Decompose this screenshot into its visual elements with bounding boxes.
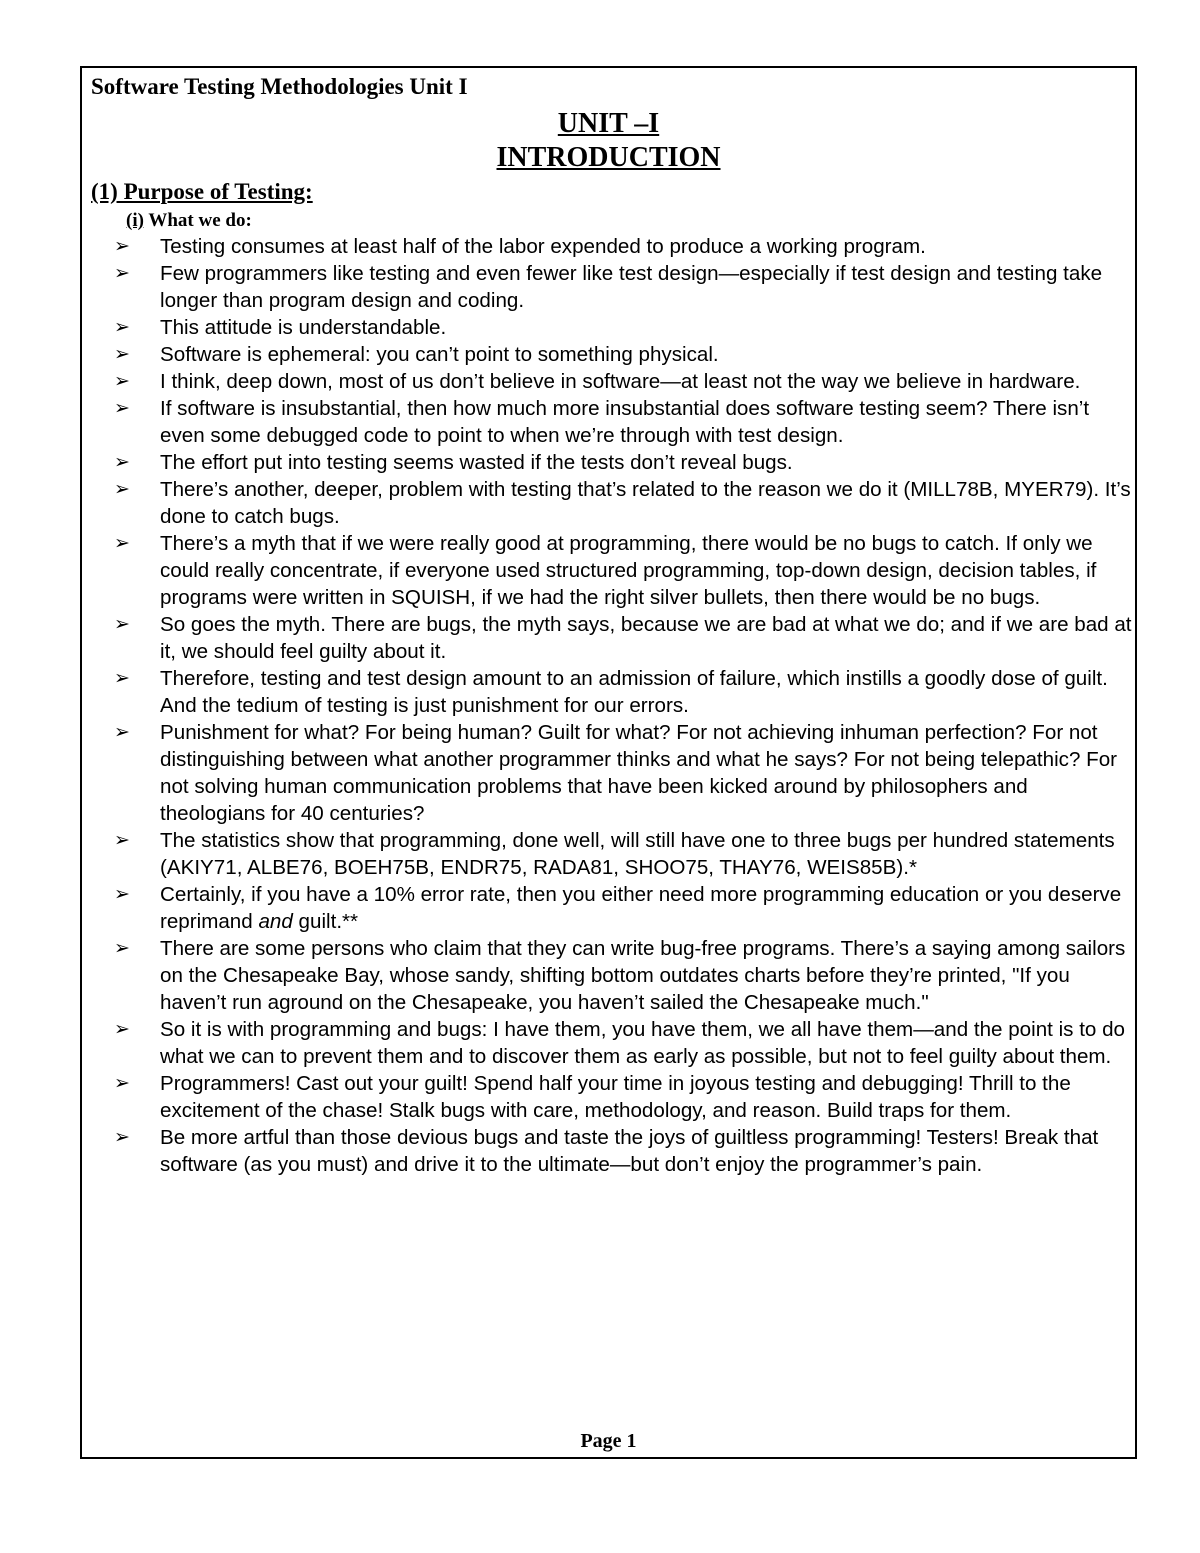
page-frame — [80, 66, 1137, 1459]
bullet-item — [112, 368, 1132, 395]
bullet-text — [160, 881, 1132, 935]
bullet-text-after: guilt.** — [292, 910, 359, 933]
bullet-item — [112, 476, 1132, 530]
bullet-item — [112, 260, 1132, 314]
arrow-bullet-icon: ➢ — [114, 316, 130, 338]
bullet-item — [112, 1124, 1132, 1178]
bullet-item — [112, 530, 1132, 611]
bullet-text-before: Certainly, if you have a 10% error rate, then you either need more programming education or you deserve reprimand — [160, 883, 1122, 933]
bullet-item — [112, 449, 1132, 476]
bullet-text: Punishment for what? For being human? Guilt for what? For not achieving inhuman perfection? For not distinguishing between what another programmer thinks and what he says? For not being telepathic? For not solving human communication problems that have been kicked around by philosophers and theologians for 40 centuries? — [160, 721, 1118, 825]
arrow-bullet-icon: ➢ — [114, 937, 130, 959]
bullet-item — [112, 341, 1132, 368]
arrow-bullet-icon: ➢ — [114, 262, 130, 284]
arrow-bullet-icon: ➢ — [114, 532, 130, 554]
arrow-bullet-icon: ➢ — [114, 613, 130, 635]
subsection-title: What we do: — [143, 210, 252, 231]
bullet-text: The statistics show that programming, done well, will still have one to three bugs per hundred statements (AKIY71, ALBE76, BOEH75B, ENDR75, RADA81, SHOO75, THAY76, WEIS85B).* — [160, 829, 1115, 879]
arrow-bullet-icon: ➢ — [114, 667, 130, 689]
document-header: Software Testing Methodologies Unit I — [91, 74, 468, 99]
bullet-text-emphasis: and — [258, 910, 293, 933]
arrow-bullet-icon: ➢ — [114, 1126, 130, 1148]
bullet-text: If software is insubstantial, then how much more insubstantial does software testing seem? There isn’t even some debugged code to point to when we’re through with test design. — [160, 397, 1090, 447]
bullet-item — [112, 395, 1132, 449]
section-heading: (1) Purpose of Testing: — [91, 179, 313, 204]
subsection-number: (i) — [126, 210, 144, 231]
arrow-bullet-icon: ➢ — [114, 721, 130, 743]
bullet-text: So goes the myth. There are bugs, the myth says, because we are bad at what we do; and if we are bad at it, we should feel guilty about it. — [160, 613, 1132, 663]
page-number: Page 1 — [580, 1430, 637, 1452]
arrow-bullet-icon: ➢ — [114, 370, 130, 392]
bullet-item — [112, 665, 1132, 719]
bullet-text: There’s a myth that if we were really good at programming, there would be no bugs to catch. If only we could really concentrate, if everyone used structured programming, top-down design, decision tables, if programs were written in SQUISH, if we had the right silver bullets, then there would be no bugs. — [160, 532, 1097, 609]
bullet-item — [112, 827, 1132, 881]
arrow-bullet-icon: ➢ — [114, 1072, 130, 1094]
arrow-bullet-icon: ➢ — [114, 478, 130, 500]
bullet-item — [112, 314, 1132, 341]
arrow-bullet-icon: ➢ — [114, 397, 130, 419]
unit-title: UNIT –I — [557, 108, 660, 139]
bullet-text: Testing consumes at least half of the labor expended to produce a working program. — [160, 235, 926, 258]
bullet-text: There’s another, deeper, problem with testing that’s related to the reason we do it (MILL78B, MYER79). It’s done to catch bugs. — [160, 478, 1131, 528]
bullet-item — [112, 1070, 1132, 1124]
bullet-item — [112, 935, 1132, 1016]
subsection-heading — [126, 210, 252, 232]
bullet-text: Be more artful than those devious bugs and taste the joys of guiltless programming! Testers! Break that software (as you must) and drive it to the ultimate—but don’t enjoy the programmer’s pain. — [160, 1126, 1099, 1176]
bullet-text: Software is ephemeral: you can’t point to something physical. — [160, 343, 719, 366]
bullet-text: I think, deep down, most of us don’t believe in software—at least not the way we believe in hardware. — [160, 370, 1081, 393]
arrow-bullet-icon: ➢ — [114, 1018, 130, 1040]
bullet-text: Therefore, testing and test design amount to an admission of failure, which instills a goodly dose of guilt. And the tedium of testing is just punishment for our errors. — [160, 667, 1108, 717]
chapter-title: INTRODUCTION — [496, 142, 721, 173]
bullet-text: This attitude is understandable. — [160, 316, 447, 339]
arrow-bullet-icon: ➢ — [114, 343, 130, 365]
bullet-item — [112, 611, 1132, 665]
bullet-text: The effort put into testing seems wasted if the tests don’t reveal bugs. — [160, 451, 793, 474]
bullet-text: Programmers! Cast out your guilt! Spend half your time in joyous testing and debugging! Thrill to the excitement of the chase! Stalk bugs with care, methodology, and reason. Build traps for them. — [160, 1072, 1071, 1122]
bullet-text: So it is with programming and bugs: I have them, you have them, we all have them—and the point is to do what we can to prevent them and to discover them as early as possible, but not to feel guilty about them. — [160, 1018, 1126, 1068]
arrow-bullet-icon: ➢ — [114, 883, 130, 905]
bullet-item — [112, 1016, 1132, 1070]
bullet-text: There are some persons who claim that they can write bug-free programs. There’s a saying among sailors on the Chesapeake Bay, whose sandy, shifting bottom outdates charts before they’re printed, "If you haven’t run aground on the Chesapeake, you haven’t sailed the Chesapeake much." — [160, 937, 1126, 1014]
bullet-item — [112, 233, 1132, 260]
bullet-item — [112, 881, 1132, 935]
arrow-bullet-icon: ➢ — [114, 235, 130, 257]
bullet-item — [112, 719, 1132, 827]
bullet-list — [112, 233, 1132, 1178]
arrow-bullet-icon: ➢ — [114, 451, 130, 473]
bullet-text: Few programmers like testing and even fewer like test design—especially if test design and testing take longer than program design and coding. — [160, 262, 1103, 312]
arrow-bullet-icon: ➢ — [114, 829, 130, 851]
